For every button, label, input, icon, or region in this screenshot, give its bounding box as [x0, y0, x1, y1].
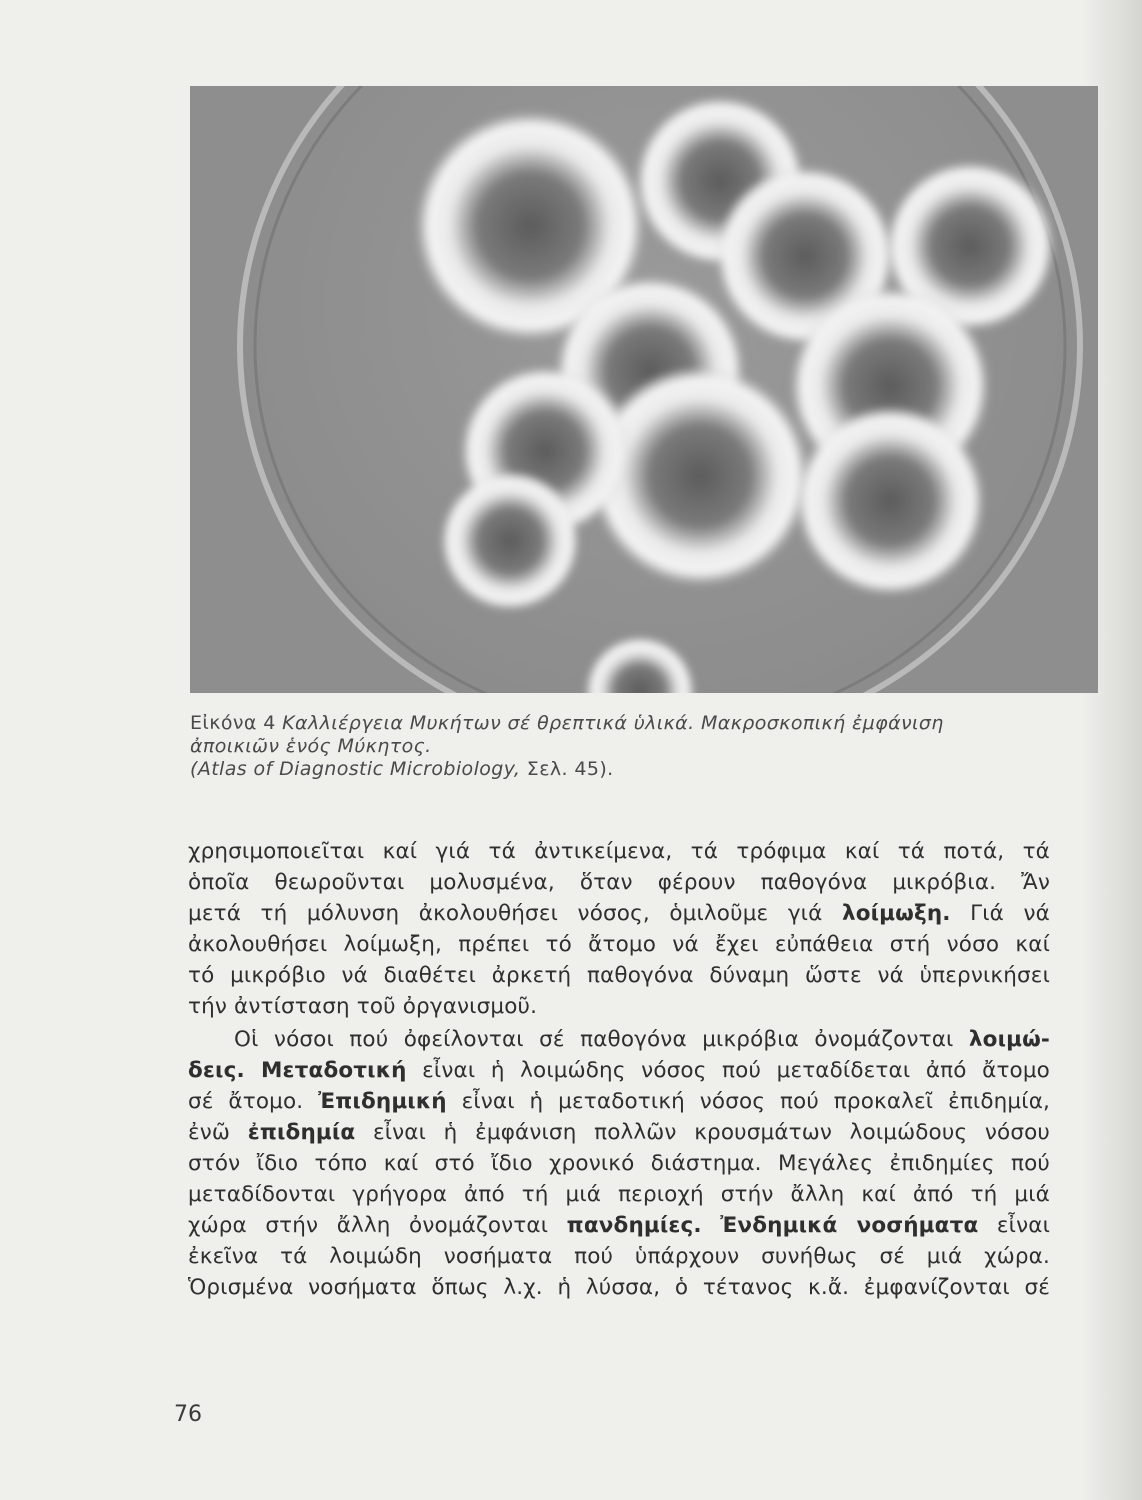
paragraph-2	[188, 1024, 1050, 1303]
text-line: σέ ἄτομο. Ἐπιδημική εἶναι ἡ μεταδοτική νόσος πού προκαλεῖ ἐπιδημία,	[188, 1089, 1050, 1114]
figure-caption	[190, 712, 1070, 781]
text-line: ἐνῶ ἐπιδημία εἶναι ἡ ἐμφάνιση πολλῶν κρουσμάτων λοιμώδους νόσου	[188, 1120, 1050, 1145]
figure-photo	[190, 86, 1098, 693]
text-line: μεταδίδονται γρήγορα ἀπό τή μιά περιοχή στήν ἄλλη καί ἀπό τή μιά	[188, 1182, 1050, 1207]
term-endimika-nosimata: Ἐνδημικά νοσήματα	[720, 1213, 979, 1238]
term-metadotiki: δεις. Μεταδοτική	[188, 1058, 407, 1083]
text-line: ἐκεῖνα τά λοιμώδη νοσήματα πού ὑπάρχουν συνήθως σέ μιά χώρα.	[188, 1244, 1050, 1269]
caption-line-2: ἀποικιῶν ἑνός Μύκητος.	[190, 735, 432, 757]
term-loimoxi: λοίμωξη.	[841, 901, 951, 926]
term-epidimiki: Ἐπιδημική	[318, 1089, 447, 1114]
term-epidimia: ἐπιδημία	[247, 1120, 356, 1145]
page-number: 76	[174, 1402, 202, 1427]
text-line: χρησιμοποιεῖται καί γιά τά ἀντικείμενα, τά τρόφιμα καί τά ποτά, τά	[188, 839, 1050, 864]
term-loimodeis: λοιμώ-	[968, 1027, 1050, 1052]
text-line: τήν ἀντίσταση τοῦ ὀργανισμοῦ.	[188, 994, 538, 1019]
petri-dish-fungal-colonies-icon	[190, 86, 1098, 693]
body-text	[188, 836, 1050, 1303]
caption-line-3: (Atlas of Diagnostic Microbiology, Σελ. 45).	[190, 758, 614, 780]
text-line: δεις. Μεταδοτική εἶναι ἡ λοιμώδης νόσος πού μεταδίδεται ἀπό ἄτομο	[188, 1058, 1050, 1083]
text-line: μετά τή μόλυνση ἀκολουθήσει νόσος, ὁμιλοῦμε γιά λοίμωξη. Γιά νά	[188, 901, 1051, 926]
term-pandimies: πανδημίες.	[566, 1213, 702, 1238]
text-line: χώρα στήν ἄλλη ὀνομάζονται πανδημίες. Ἐνδημικά νοσήματα εἶναι	[188, 1213, 1050, 1238]
text-line: στόν ἴδιο τόπο καί στό ἴδιο χρονικό διάστημα. Μεγάλες ἐπιδημίες πού	[188, 1151, 1050, 1176]
text-line: ἀκολουθήσει λοίμωξη, πρέπει τό ἄτομο νά ἔχει εὐπάθεια στή νόσο καί	[188, 932, 1050, 957]
text-line: Ὁρισμένα νοσήματα ὅπως λ.χ. ἡ λύσσα, ὁ τέτανος κ.ἄ. ἐμφανίζονται σέ	[188, 1275, 1050, 1300]
paragraph-1	[188, 836, 1050, 1022]
text-line: τό μικρόβιο νά διαθέτει ἀρκετή παθογόνα δύναμη ὥστε νά ὑπερνικήσει	[188, 963, 1050, 988]
caption-line-1: Εἰκόνα 4 Καλλιέργεια Μυκήτων σέ θρεπτικά ὑλικά. Μακροσκοπική ἐμφάνιση	[190, 712, 944, 734]
text-line: Οἱ νόσοι πού ὀφείλονται σέ παθογόνα μικρόβια ὀνομάζονται λοιμώ-	[234, 1027, 1050, 1052]
text-line: ὁποῖα θεωροῦνται μολυσμένα, ὅταν φέρουν παθογόνα μικρόβια. Ἄν	[188, 870, 1050, 895]
